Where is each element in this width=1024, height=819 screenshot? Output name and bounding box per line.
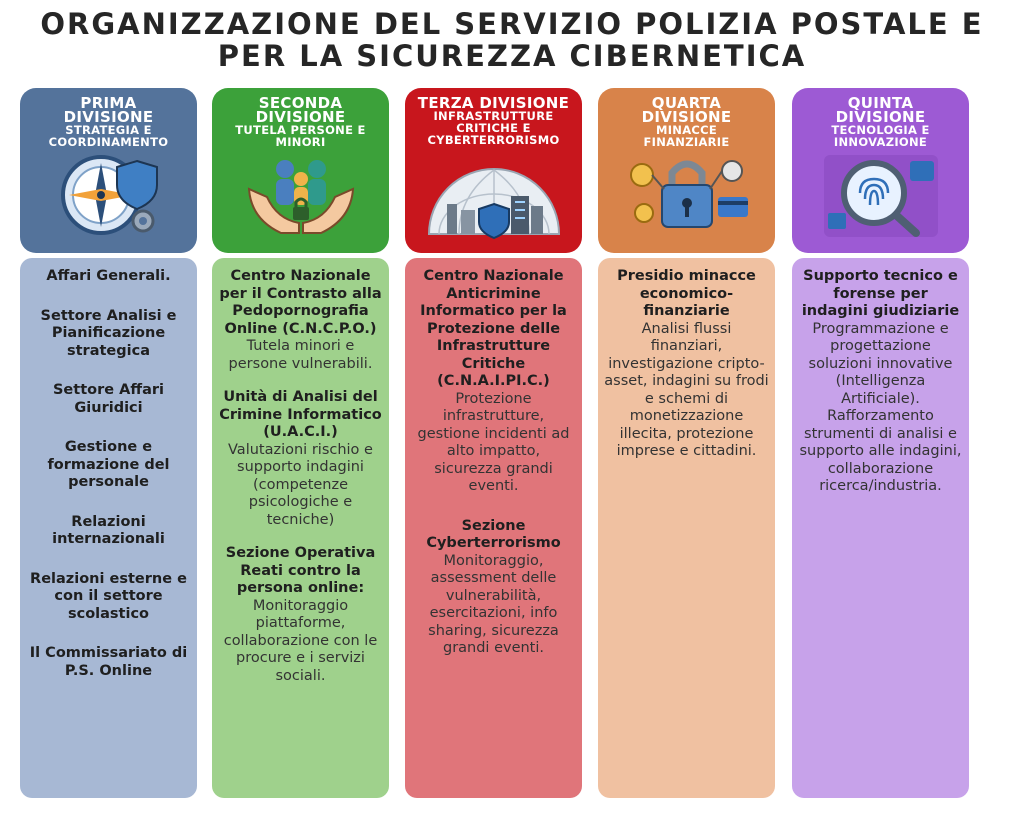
padlock-finance-icon [598, 145, 775, 245]
division-2-body [212, 258, 389, 798]
unit-name: Unità di Analisi del Crimine Informatico (U.A.C.I.) [219, 389, 382, 440]
division-1-column [20, 88, 197, 679]
list-item: Relazioni internazionali [52, 513, 165, 547]
division-4-ordinal: QUARTA [651, 94, 722, 112]
division-4-header [598, 88, 775, 253]
division-3-subtitle-a: INFRASTRUTTURE [433, 109, 554, 123]
division-1-subtitle-b: COORDINAMENTO [48, 135, 169, 149]
title-line-1: ORGANIZZAZIONE DEL SERVIZIO POLIZIA POSTALE E [40, 7, 984, 41]
unit-description: Analisi flussi finanziari, investigazione cripto-asset, indagini su frodi e schemi di monetizzazione illecita, protezione imprese e cittadini. [604, 320, 769, 459]
globe-infrastructure-shield-icon [405, 145, 582, 245]
division-5-ordinal: QUINTA [847, 94, 914, 112]
division-2-label: DIVISIONE [255, 108, 346, 126]
division-3-header [405, 88, 582, 253]
division-5-header [792, 88, 969, 253]
unit-description: Tutela minori e persone vulnerabili. [228, 338, 373, 372]
division-4-column [598, 88, 775, 459]
unit-name: Centro Nazionale per il Contrasto alla Pedopornografia Online (C.N.C.P.O.) [219, 268, 382, 337]
unit-description: Monitoraggio piattaforme, collaborazione con le procure e i servizi sociali. [223, 597, 378, 684]
unit-description: Valutazioni rischio e supporto indagini (competenze psicologiche e tecniche) [228, 441, 373, 528]
division-4-body [598, 258, 775, 798]
division-1-label: DIVISIONE [63, 108, 154, 126]
division-1-ordinal: PRIMA [80, 94, 137, 112]
division-5-label: DIVISIONE [835, 108, 926, 126]
division-1-header [20, 88, 197, 253]
list-item: Gestione e formazione del personale [47, 439, 170, 490]
division-3-subtitle-b: CRITICHE E [456, 121, 531, 135]
division-4-label: DIVISIONE [641, 108, 732, 126]
unit-name-suffix: : [358, 580, 365, 596]
unit-name: Sezione Operativa Reati contro la persona online [225, 545, 376, 596]
division-4-subtitle-a: MINACCE [655, 123, 718, 137]
division-2-ordinal: SECONDA [258, 94, 343, 112]
division-5-subtitle-b: INNOVAZIONE [833, 135, 928, 149]
division-2-column [212, 88, 389, 684]
division-2-subtitle-b: MINORI [275, 135, 326, 149]
unit-description: Protezione infrastrutture, gestione incidenti ad alto impatto, sicurezza grandi eventi. [417, 390, 570, 494]
list-item: Affari Generali. [46, 268, 171, 284]
division-3-ordinal: TERZA DIVISIONE [417, 94, 570, 112]
division-5-subtitle-a: TECNOLOGIA E [831, 123, 930, 137]
division-5-column [792, 88, 969, 494]
division-5-body [792, 258, 969, 798]
list-item: Settore Analisi e Pianificazione strategica [40, 307, 177, 359]
unit-name: Centro Nazionale Anticrimine Informatico per la Protezione delle Infrastrutture Critiche (C.N.A.I.PI.C.) [420, 268, 567, 389]
division-1-body [20, 258, 197, 798]
unit-name-with-suffix [218, 545, 383, 598]
list-item: Relazioni esterne e con il settore scolastico [30, 570, 187, 622]
unit-name: Supporto tecnico e forense per indagini giudiziarie [801, 268, 960, 319]
hands-family-lock-icon [212, 145, 389, 245]
title-line-2: PER LA SICUREZZA CIBERNETICA [217, 39, 807, 73]
page-title [0, 8, 1024, 72]
compass-shield-gear-icon [20, 145, 197, 245]
division-3-column [405, 88, 582, 656]
list-item: Settore Affari Giuridici [52, 382, 164, 416]
division-2-subtitle-a: TUTELA PERSONE E [235, 123, 366, 137]
list-item: Il Commissariato di P.S. Online [29, 645, 188, 679]
division-4-subtitle-b: FINANZIARIE [643, 135, 730, 149]
fingerprint-magnifier-ai-icon [792, 145, 969, 245]
division-3-body [405, 258, 582, 798]
unit-name: Sezione Cyberterrorismo [426, 517, 561, 551]
division-1-subtitle-a: STRATEGIA E [65, 123, 152, 137]
division-2-header [212, 88, 389, 253]
unit-name: Presidio minacce economico-finanziarie [617, 268, 756, 319]
unit-description: Monitoraggio, assessment delle vulnerabilità, esercitazioni, info sharing, sicurezza grandi eventi. [428, 552, 559, 656]
division-3-subtitle-c: CYBERTERRORISMO [427, 133, 560, 147]
unit-description: Programmazione e progettazione soluzioni innovative (Intelligenza Artificiale). Rafforzamento strumenti di analisi e supporto alle indagini, collaborazione ricerca/industria. [799, 320, 962, 494]
